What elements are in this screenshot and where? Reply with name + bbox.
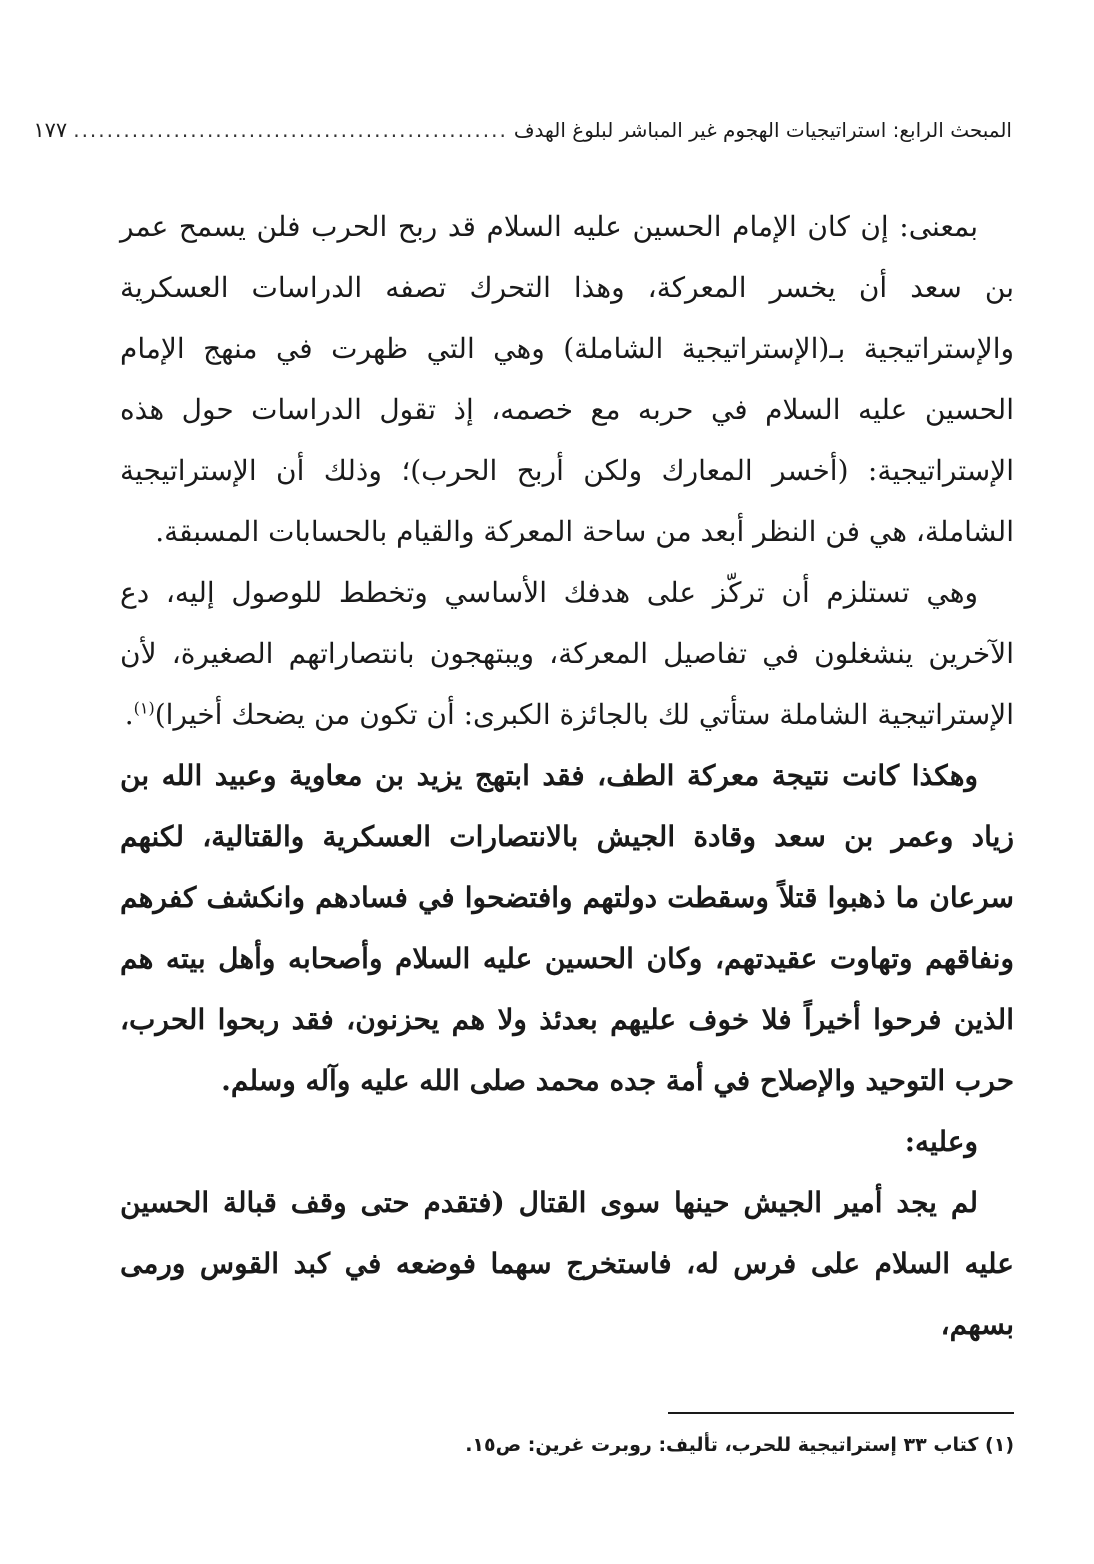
- page-body: [120, 196, 1014, 1355]
- running-header: [33, 118, 1012, 158]
- footnote: (١) كتاب ٣٣ إستراتيجية للحرب، تأليف: روبرت غرين: ص١٥.: [465, 1434, 1014, 1456]
- header-title: المبحث الرابع: استراتيجيات الهجوم غير المباشر لبلوغ الهدف: [513, 118, 1012, 142]
- paragraph-1: بمعنى: إن كان الإمام الحسين عليه السلام قد ربح الحرب فلن يسمح عمر بن سعد أن يخسر المعركة، وهذا التحرك تصفه الدراسات العسكرية والإستراتيجية بـ(الإستراتيجية الشاملة) وهي التي ظهرت في منهج الإمام الحسين عليه السلام في حربه مع خصمه، إذ تقول الدراسات حول هذه الإستراتيجية: (أخسر المعارك ولكن أربح الحرب)؛ وذلك أن الإستراتيجية الشاملة، هي فن النظر أبعد من ساحة المعركة والقيام بالحسابات المسبقة.: [120, 210, 1014, 548]
- header-leader-dots: ....................................................: [73, 118, 508, 142]
- footnote-separator: [668, 1412, 1014, 1414]
- paragraph-4-heading: وعليه:: [904, 1125, 978, 1158]
- page-number: ١٧٧: [33, 118, 68, 142]
- paragraph-2-text: وهي تستلزم أن تركّز على هدفك الأساسي وتخطط للوصول إليه، دع الآخرين ينشغلون في تفاصيل المعركة، ويبتهجون بانتصاراتهم الصغيرة، لأن الإستراتيجية الشاملة ستأتي لك بالجائزة الكبرى: أن تكون من يضحك أخيرا): [120, 576, 1014, 731]
- paragraph-2-end: .: [124, 698, 134, 731]
- paragraph-3: وهكذا كانت نتيجة معركة الطف، فقد ابتهج يزيد بن معاوية وعبيد الله بن زياد وعمر بن سعد وقادة الجيش بالانتصارات العسكرية والقتالية، لكنهم سرعان ما ذهبوا قتلاً وسقطت دولتهم وافتضحوا في فسادهم وانكشف كفرهم ونفاقهم وتهاوت عقيدتهم، وكان الحسين عليه السلام وأصحابه وأهل بيته هم الذين فرحوا أخيراً فلا خوف عليهم بعدئذ ولا هم يحزنون، فقد ربحوا الحرب، حرب التوحيد والإصلاح في أمة جده محمد صلى الله عليه وآله وسلم.: [120, 759, 1015, 1097]
- paragraph-2: [120, 562, 1014, 745]
- paragraph-5: لم يجد أمير الجيش حينها سوى القتال (فتقدم حتى وقف قبالة الحسين عليه السلام على فرس له، فاستخرج سهما فوضعه في كبد القوس ورمى بسهم،: [120, 1186, 1014, 1341]
- footnote-reference[interactable]: (١): [133, 698, 155, 718]
